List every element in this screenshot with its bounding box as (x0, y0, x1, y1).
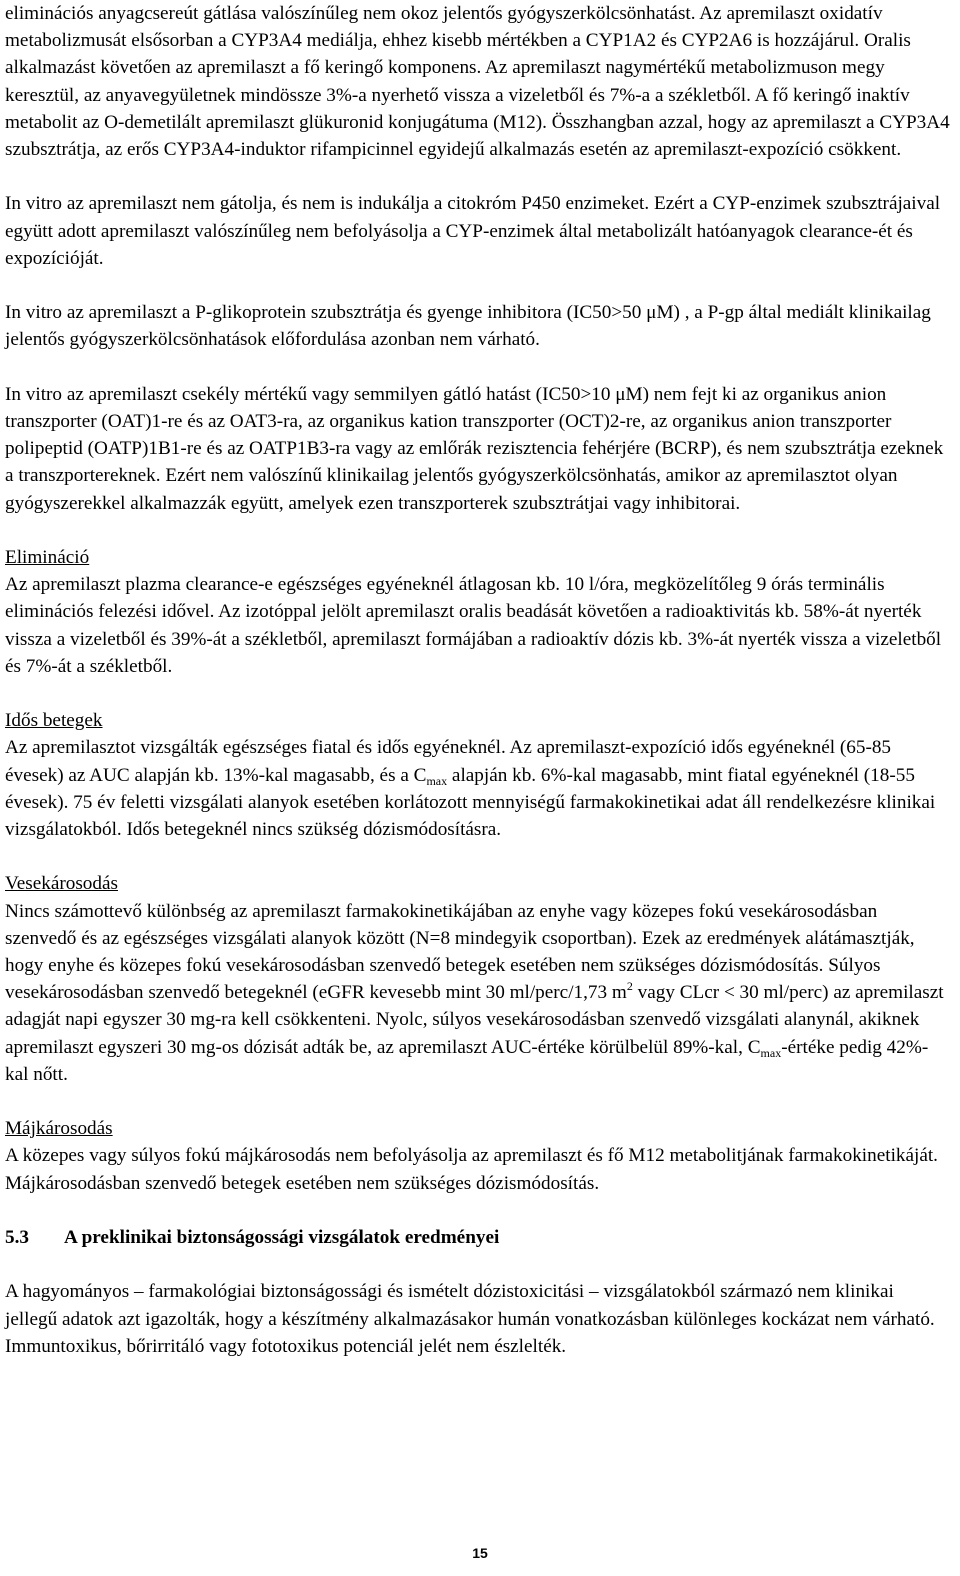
spacer (5, 1088, 950, 1115)
spacer (5, 354, 950, 381)
paragraph-cyp-in-vitro: In vitro az apremilaszt nem gátolja, és nem is indukálja a citokróm P450 enzimeket. Ezért a CYP-enzimek szubsztrájaival együtt adott apremilaszt valószínűleg nem befolyásolja a CYP-enzimek által metabolizált hatóanyagok clearance-ét és expozícióját. (5, 193, 941, 269)
spacer (5, 680, 950, 707)
section-number: 5.3 (5, 1227, 29, 1249)
heading-elimination: Elimináció (5, 547, 90, 568)
heading-renal: Vesekárosodás (5, 873, 118, 895)
paragraph-transporters: In vitro az apremilaszt csekély mértékű vagy semmilyen gátló hatást (IC50>10 μM) nem fejt ki az organikus anion transzporter (OAT)1-re és az OAT3-ra, az organikus kation transzporter (OCT)2-re, az organikus anion transzporter polipeptid (OATP)1B1-re és az OATP1B3-ra vagy az emlőrák rezisztencia fehérjére (BCRP), és nem szubsztrátja ezeknek a transzportereknek. Ezért nem valószínű klinikailag jelentős gyógyszerkölcsönhatás, amikor az apremilasztot olyan gyógyszerekkel alkalmazzák együtt, amelyek ezen transzporterek szubsztrátjai vagy inhibitorai. (5, 383, 944, 514)
paragraph-elimination: Az apremilaszt plazma clearance-e egészséges egyéneknél átlagosan kb. 10 l/óra, megközelítőleg 9 órás terminális eliminációs felezési idővel. Az izotóppal jelölt apremilaszt oralis beadását követően a radioaktivitás kb. 58%-át nyerték vissza a vizeletből és 39%-át a székletből, apremilaszt formájában a radioaktív dózis kb. 3%-át nyerték vissza a vizeletből és 7%-át a székletből. (5, 574, 942, 677)
renal-text-a: Nincs számottevő különbség az apremilaszt farmakokinetikájában az enyhe vagy közepes fokú vesekárosodásban szenvedő és az egészséges vizsgálati alanyok között (N=8 mindegyik csoportban). Ezek az eredmények alátámasztják, hogy enyhe és közepes fokú vesekárosodásban szenvedő betegek esetében nem szükséges dózismódosítás. Súlyos vesekárosodásban szenvedő betegeknél (eGFR kevesebb mint 30 ml/perc/1,73 m (5, 900, 915, 1004)
spacer (5, 163, 950, 190)
page-number: 15 (472, 1545, 488, 1561)
section-title: A preklinikai biztonságossági vizsgálatok eredményei (64, 1227, 500, 1249)
spacer (5, 1197, 950, 1224)
cmax-subscript: max (760, 1045, 782, 1060)
spacer (5, 1251, 950, 1278)
paragraph-elderly (5, 734, 950, 843)
paragraph-pgp: In vitro az apremilaszt a P-glikoprotein szubsztrátja és gyenge inhibitora (IC50>50 μM) , a P-gp által mediált klinikailag jelentős gyógyszerkölcsönhatások előfordulása azonban nem várható. (5, 302, 931, 351)
section-heading (5, 1224, 950, 1251)
paragraph-preclinical: A hagyományos – farmakológiai biztonságossági és ismételt dózistoxicitási – vizsgálatokból származó nem klinikai jellegű adatok azt igazolták, hogy a készítmény alkalmazásakor humán vonatkozásban különleges kockázat nem várható. Immuntoxikus, bőrirritáló vagy fototoxikus potenciál jelét nem észlelték. (5, 1281, 935, 1357)
document-page (5, 0, 950, 1360)
spacer (5, 517, 950, 544)
heading-elderly: Idős betegek (5, 710, 103, 732)
paragraph-hepatic: A közepes vagy súlyos fokú májkárosodás nem befolyásolja az apremilaszt és fő M12 metabolitjának farmakokinetikáját. Májkárosodásban szenvedő betegek esetében nem szükséges dózismódosítás. (5, 1145, 938, 1194)
cmax-subscript: max (426, 773, 448, 788)
heading-hepatic: Májkárosodás (5, 1118, 113, 1140)
elderly-text-a: Az apremilasztot vizsgálták egészséges fiatal és idős egyéneknél. Az apremilaszt-expozíció idős egyéneknél (65-85 évesek) az AUC alapján kb. 13%-kal magasabb, és a C (5, 737, 892, 786)
renal-text-c: -értéke pedig 42%-kal nőtt. (5, 1036, 929, 1085)
paragraph-renal (5, 898, 950, 1088)
renal-text-b: vagy CLcr < 30 ml/perc) az apremilaszt adagját napi egyszer 30 mg-ra kell csökkenteni. Nyolc, súlyos vesekárosodásban szenvedő vizsgálati alanynál, akiknek apremilaszt egyszeri 30 mg-os dózisát adták be, az apremilaszt AUC-értéke körülbelül 89%-kal, C (5, 982, 944, 1058)
elderly-text-b: alapján kb. 6%-kal magasabb, mint fiatal egyéneknél (18-55 évesek). 75 év feletti vizsgálati alanyok esetében korlátozott mennyiségű farmakokinetikai adat áll rendelkezésre klinikai vizsgálatokból. Idős betegeknél nincs szükség dózismódosításra. (5, 764, 936, 841)
spacer (5, 272, 950, 299)
spacer (5, 843, 950, 870)
squared-superscript: 2 (626, 979, 633, 994)
paragraph-metabolism: eliminációs anyagcsereút gátlása valószínűleg nem okoz jelentős gyógyszerkölcsönhatást. Az apremilaszt oxidatív metabolizmusát elsősorban a CYP3A4 mediálja, ehhez kisebb mértékben a CYP1A2 és CYP2A6 is hozzájárul. Oralis alkalmazást követően az apremilaszt a fő keringő komponens. Az apremilaszt nagymértékű metabolizmuson megy keresztül, az anyavegyületnek mindössze 3%-a nyerhető vissza a vizeletből és 7%-a a székletből. A fő keringő inaktív metabolit az O-demetilált apremilaszt glükuronid konjugátuma (M12). Összhangban azzal, hogy az apremilaszt a CYP3A4 szubsztrátja, az erős CYP3A4-induktor rifampicinnel egyidejű alkalmazás esetén az apremilaszt-expozíció csökkent. (5, 3, 950, 161)
